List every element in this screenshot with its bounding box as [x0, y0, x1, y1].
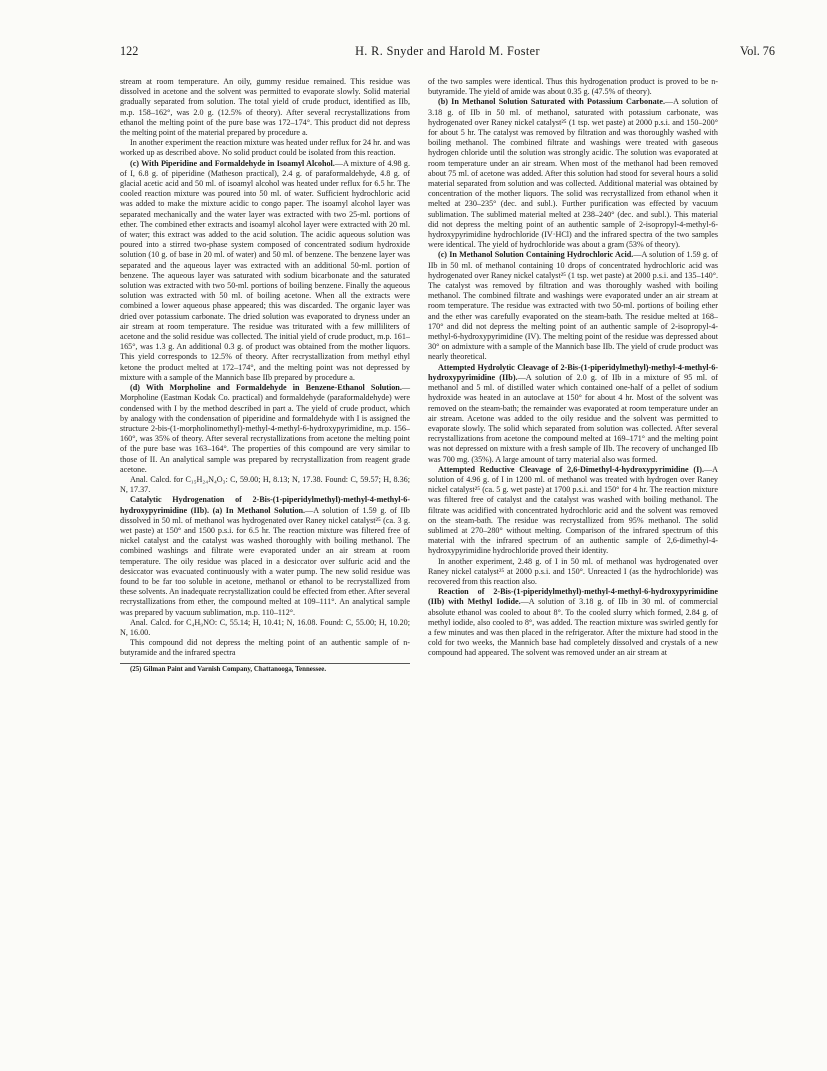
paragraph-text: —Morpholine (Eastman Kodak Co. practical) and formaldehyde (paraformaldehyde) were condensed with I by the method described in part a. The yield of crude product, which by analogy with the condensation of piperidine and formaldehyde with I is assigned the structure 2-bis-(1-morpholinomethyl)-methyl-4-methyl-6-hydroxypyrimidine, m.p. 156–160°, was 35% of theory. After several recrystallizations from acetone the melting point of the pure base was 163–164°. The properties of this compound are very similar to those of II. An analytical sample was prepared by recrystallization from reagent grade acetone.	[120, 383, 410, 474]
section-heading: (c) In Methanol Solution Containing Hydrochloric Acid.	[438, 250, 634, 260]
paragraph-text: —A solution of 3.18 g. of IIb in 30 ml. of commercial absolute ethanol was cooled to about 8°. To the cooled slurry which formed, 2.84 g. of methyl iodide, also cooled to 8°, was added. The reaction mixture was swirled gently for a few minutes and was then placed in the refrigerator. After the mixture had stood in the cold for two weeks, the Mannich base had completely dissolved and crystals of a new compound had appeared. The solvent was removed under an air stream at	[428, 597, 718, 658]
paragraph	[428, 465, 718, 557]
paragraph	[120, 138, 410, 158]
left-column	[120, 77, 410, 674]
paragraph-text: —A solution of 2.0 g. of IIb in a mixture of 95 ml. of methanol and 5 ml. of distilled water which contained one-half of a pellet of sodium hydroxide was heated in an autoclave at 150° for about 4 hr. Most of the solvent was removed on the steam-bath; the remainder was evaporated at room temperature under an air stream. Acetone was added to the oily residue and the solvent was permitted to evaporate slowly. The solid which separated from solution was collected. After several recrystallizations from acetone the compound melted at 169–171° and the melting point was not depressed on mixture with a fresh sample of IIb. The recovery of unchanged IIb was 700 mg. (35%). A large amount of tarry material also was formed.	[428, 372, 718, 464]
paragraph	[428, 97, 718, 250]
paragraph	[428, 250, 718, 362]
section-heading: Reaction of 2-Bis-(1-piperidylmethyl)-methyl-4-methyl-6-hydroxypyrimidine (IIb) with Methyl Iodide.	[428, 587, 718, 607]
paragraph-text: —A solution of 4.96 g. of I in 1200 ml. of methanol was treated with hydrogen over Raney nickel catalyst²⁵ (ca. 5 g. wet paste) at 1700 p.s.i. and 150° for 4 hr. The reaction mixture was filtered free of catalyst and the catalyst was washed with boiling methanol. The filtrate was acidified with concentrated hydrochloric acid and the solvent was removed on the steam-bath. The residue was recrystallized from 95% methanol. The solid sublimed at 270–280° without melting. Comparison of the infrared spectrum of this material with the infrared spectrum of an authentic sample of 2,6-dimethyl-4-hydroxypyrimidine hydrochloride proved their identity.	[428, 464, 718, 556]
running-header	[120, 44, 775, 62]
right-column	[428, 77, 718, 659]
paragraph-text: This compound did not depress the melting point of an authentic sample of n-butyramide and the infrared spectra	[120, 638, 410, 658]
paragraph	[120, 618, 410, 638]
running-head-authors: H. R. Snyder and Harold M. Foster	[355, 44, 540, 58]
paragraph	[120, 495, 410, 617]
page-number: 122	[120, 44, 139, 58]
paragraph	[120, 77, 410, 138]
section-heading: Attempted Hydrolytic Cleavage of 2-Bis-(1-piperidylmethyl)-methyl-4-methyl-6-hydroxypyrimidine (IIb).	[428, 362, 718, 382]
paragraph	[120, 159, 410, 383]
section-heading: (c) With Piperidine and Formaldehyde in Isoamyl Alcohol.	[130, 158, 335, 168]
paragraph	[428, 557, 718, 588]
section-heading: (b) In Methanol Solution Saturated with Potassium Carbonate.	[438, 97, 665, 107]
paragraph-text: —A solution of 3.18 g. of IIb in 50 ml. of methanol, saturated with potassium carbonate, was hydrogenated over Raney nickel catalyst²⁵ (1 tsp. wet paste) at 2000 p.s.i. and 150–200° for about 5 hr. The catalyst was removed by filtration and was thoroughly washed with boiling methanol. The combined filtrate and washings were treated with gaseous hydrogen chloride until the solution was strongly acidic. The solution was evaporated at room temperature under an air stream. When most of the methanol had been removed about 75 ml. of acetone was added. After this solution had stood for several hours a solid material separated from solution and was collected. Additional material was obtained by concentration of the mother liquors. The solid was recrystallized from ethanol when it melted at 230–235° (dec. and subl.). Further purification was effected by vacuum sublimation. The sublimed material melted at 238–240° (dec. and subl.). This material did not depress the melting point of an authentic sample of 2-isopropyl-4-methyl-6-hydroxypyrimidine hydrochloride (IV·HCl) and the infrared spectra of the two samples were identical. The yield of hydrochloride was about a gram (53% of theory).	[428, 97, 718, 250]
volume-number: Vol. 76	[740, 44, 775, 58]
section-heading: (d) With Morpholine and Formaldehyde in Benzene-Ethanol Solution.	[130, 383, 402, 393]
paragraph	[120, 383, 410, 475]
paragraph-text: of the two samples were identical. Thus this hydrogenation product is proved to be n-butyramide. The yield of amide was about 0.35 g. (47.5% of theory).	[428, 77, 718, 97]
paragraph	[428, 363, 718, 465]
paragraph-text: —A solution of 1.59 g. of IIb dissolved in 50 ml. of methanol was hydrogenated over Raney nickel catalyst²⁵ (ca. 3 g. wet paste) at 150° and 1500 p.s.i. for 6.5 hr. The reaction mixture was filtered free of nickel catalyst and the catalyst was washed thoroughly with boiling methanol. The combined washings and filtrate were evaporated under an air stream at room temperature. The oily residue was placed in a desiccator over sulfuric acid and the desiccator was evacuated continuously with a water pump. The new solid residue was found to be far too soluble in acetone, methanol or ethanol to be recrystallized from these solvents. An inadequate recrystallization could be effected from ether. After several recrystallizations from ether, the compound melted at 109–111°. An analytical sample was prepared by vacuum sublimation, m.p. 110–112°.	[120, 505, 410, 617]
section-heading: Catalytic Hydrogenation of 2-Bis-(1-piperidylmethyl)-methyl-4-methyl-6-hydroxypyrimidine (IIb). (a) In Methanol Solution.	[120, 495, 410, 515]
paragraph	[120, 638, 410, 658]
paragraph-text: In another experiment the reaction mixture was heated under reflux for 24 hr. and was worked up as described above. No solid product could be isolated from this reaction.	[120, 138, 410, 158]
paragraph	[428, 77, 718, 97]
paragraph-text: Anal. Calcd. for C₁₅H₂₄N₄O₃: C, 59.00; H, 8.13; N, 17.38. Found: C, 59.57; H, 8.36; N, 17.37.	[120, 474, 410, 495]
footnote: (25) Gilman Paint and Varnish Company, Chattanooga, Tennessee.	[120, 663, 410, 675]
paragraph	[428, 587, 718, 658]
paragraph-text: —A solution of 1.59 g. of IIb in 50 ml. of methanol containing 10 drops of concentrated hydrochloric acid was hydrogenated over Raney nickel catalyst²⁵ (1 tsp. wet paste) at 2000 p.s.i. and 135–140°. The catalyst was removed by filtration and was thoroughly washed with boiling methanol. The combined filtrate and washings were evaporated under an air stream at room temperature. The residue was extracted with two 50-ml. portions of boiling ether and the ether was carefully evaporated on the steam-bath. The residue melted at 168–170° and did not depress the melting point of an authentic sample of 2-isopropyl-4-methyl-6-hydroxypyrimidine (IV). The melting point of the residue was depressed about 30° on admixture with a sample of the Mannich base IIb. The yield of crude product was nearly theoretical.	[428, 250, 718, 362]
paragraph-text: Anal. Calcd. for C₄H₉NO: C, 55.14; H, 10.41; N, 16.08. Found: C, 55.00; H, 10.20; N, 16.00.	[120, 617, 410, 637]
paragraph-text: stream at room temperature. An oily, gummy residue remained. This residue was dissolved in acetone and the solvent was permitted to evaporate slowly. Solid material gradually separated from solution. The total yield of crude product, identified as IIb, m.p. 158–162°, was 2.0 g. (12.5% of theory). After several recrystallizations from ethanol the melting point of the pure base was 172–174°. This product did not depress the melting point of the material prepared by procedure a.	[120, 77, 410, 138]
paragraph	[120, 475, 410, 495]
paragraph-text: —A mixture of 4.98 g. of I, 6.8 g. of piperidine (Matheson practical), 2.4 g. of paraformaldehyde, 4.8 g. of glacial acetic acid and 50 ml. of isoamyl alcohol was heated under reflux for 6.5 hr. The cooled reaction mixture was poured into 50 ml. of water. Sufficient hydrochloric acid was added to make the mixture acidic to congo paper. The isoamyl alcohol layer was separated mechanically and the water layer was extracted with two 25-ml. portions of ether. The combined ether extracts and isoamyl alcohol layer were extracted with 20 ml. of water; this extract was added to the acid solution. The acidic aqueous solution was poured into a stirred two-phase system composed of concentrated sodium hydroxide solution (10 g. of base in 20 ml. of water) and 50 ml. of benzene. The benzene layer was separated and the aqueous layer was extracted with an additional 50-ml. portion of benzene. The aqueous layer was saturated with sodium bicarbonate and the saturated solution was extracted with two 50-ml. portions of boiling benzene. Finally the aqueous solution was extracted with 50 ml. of boiling acetone. When all the extracts were combined a lower aqueous phase appeared; this was discarded. The organic layer was dried over potassium carbonate. The dried solution was evaporated to dryness under an air stream at room temperature. The residue was triturated with a few milliliters of acetone and the solid residue was collected. The initial yield of crude product, m.p. 161–165°, was 1.3 g. An additional 0.3 g. of product was obtained from the mother liquors. This yield corresponds to 12.5% of theory. After recrystallization from methyl ethyl ketone the product melted at 172–174°, and the melting point was not depressed by mixture with a sample of the Mannich base IIb prepared by procedure a.	[120, 158, 410, 382]
paragraph-text: In another experiment, 2.48 g. of I in 50 ml. of methanol was hydrogenated over Raney nickel catalyst²⁵ at 2000 p.s.i. and 150°. Unreacted I (as the hydrochloride) was recovered from this reaction also.	[428, 556, 718, 586]
section-heading: Attempted Reductive Cleavage of 2,6-Dimethyl-4-hydroxypyrimidine (I).	[438, 464, 704, 474]
